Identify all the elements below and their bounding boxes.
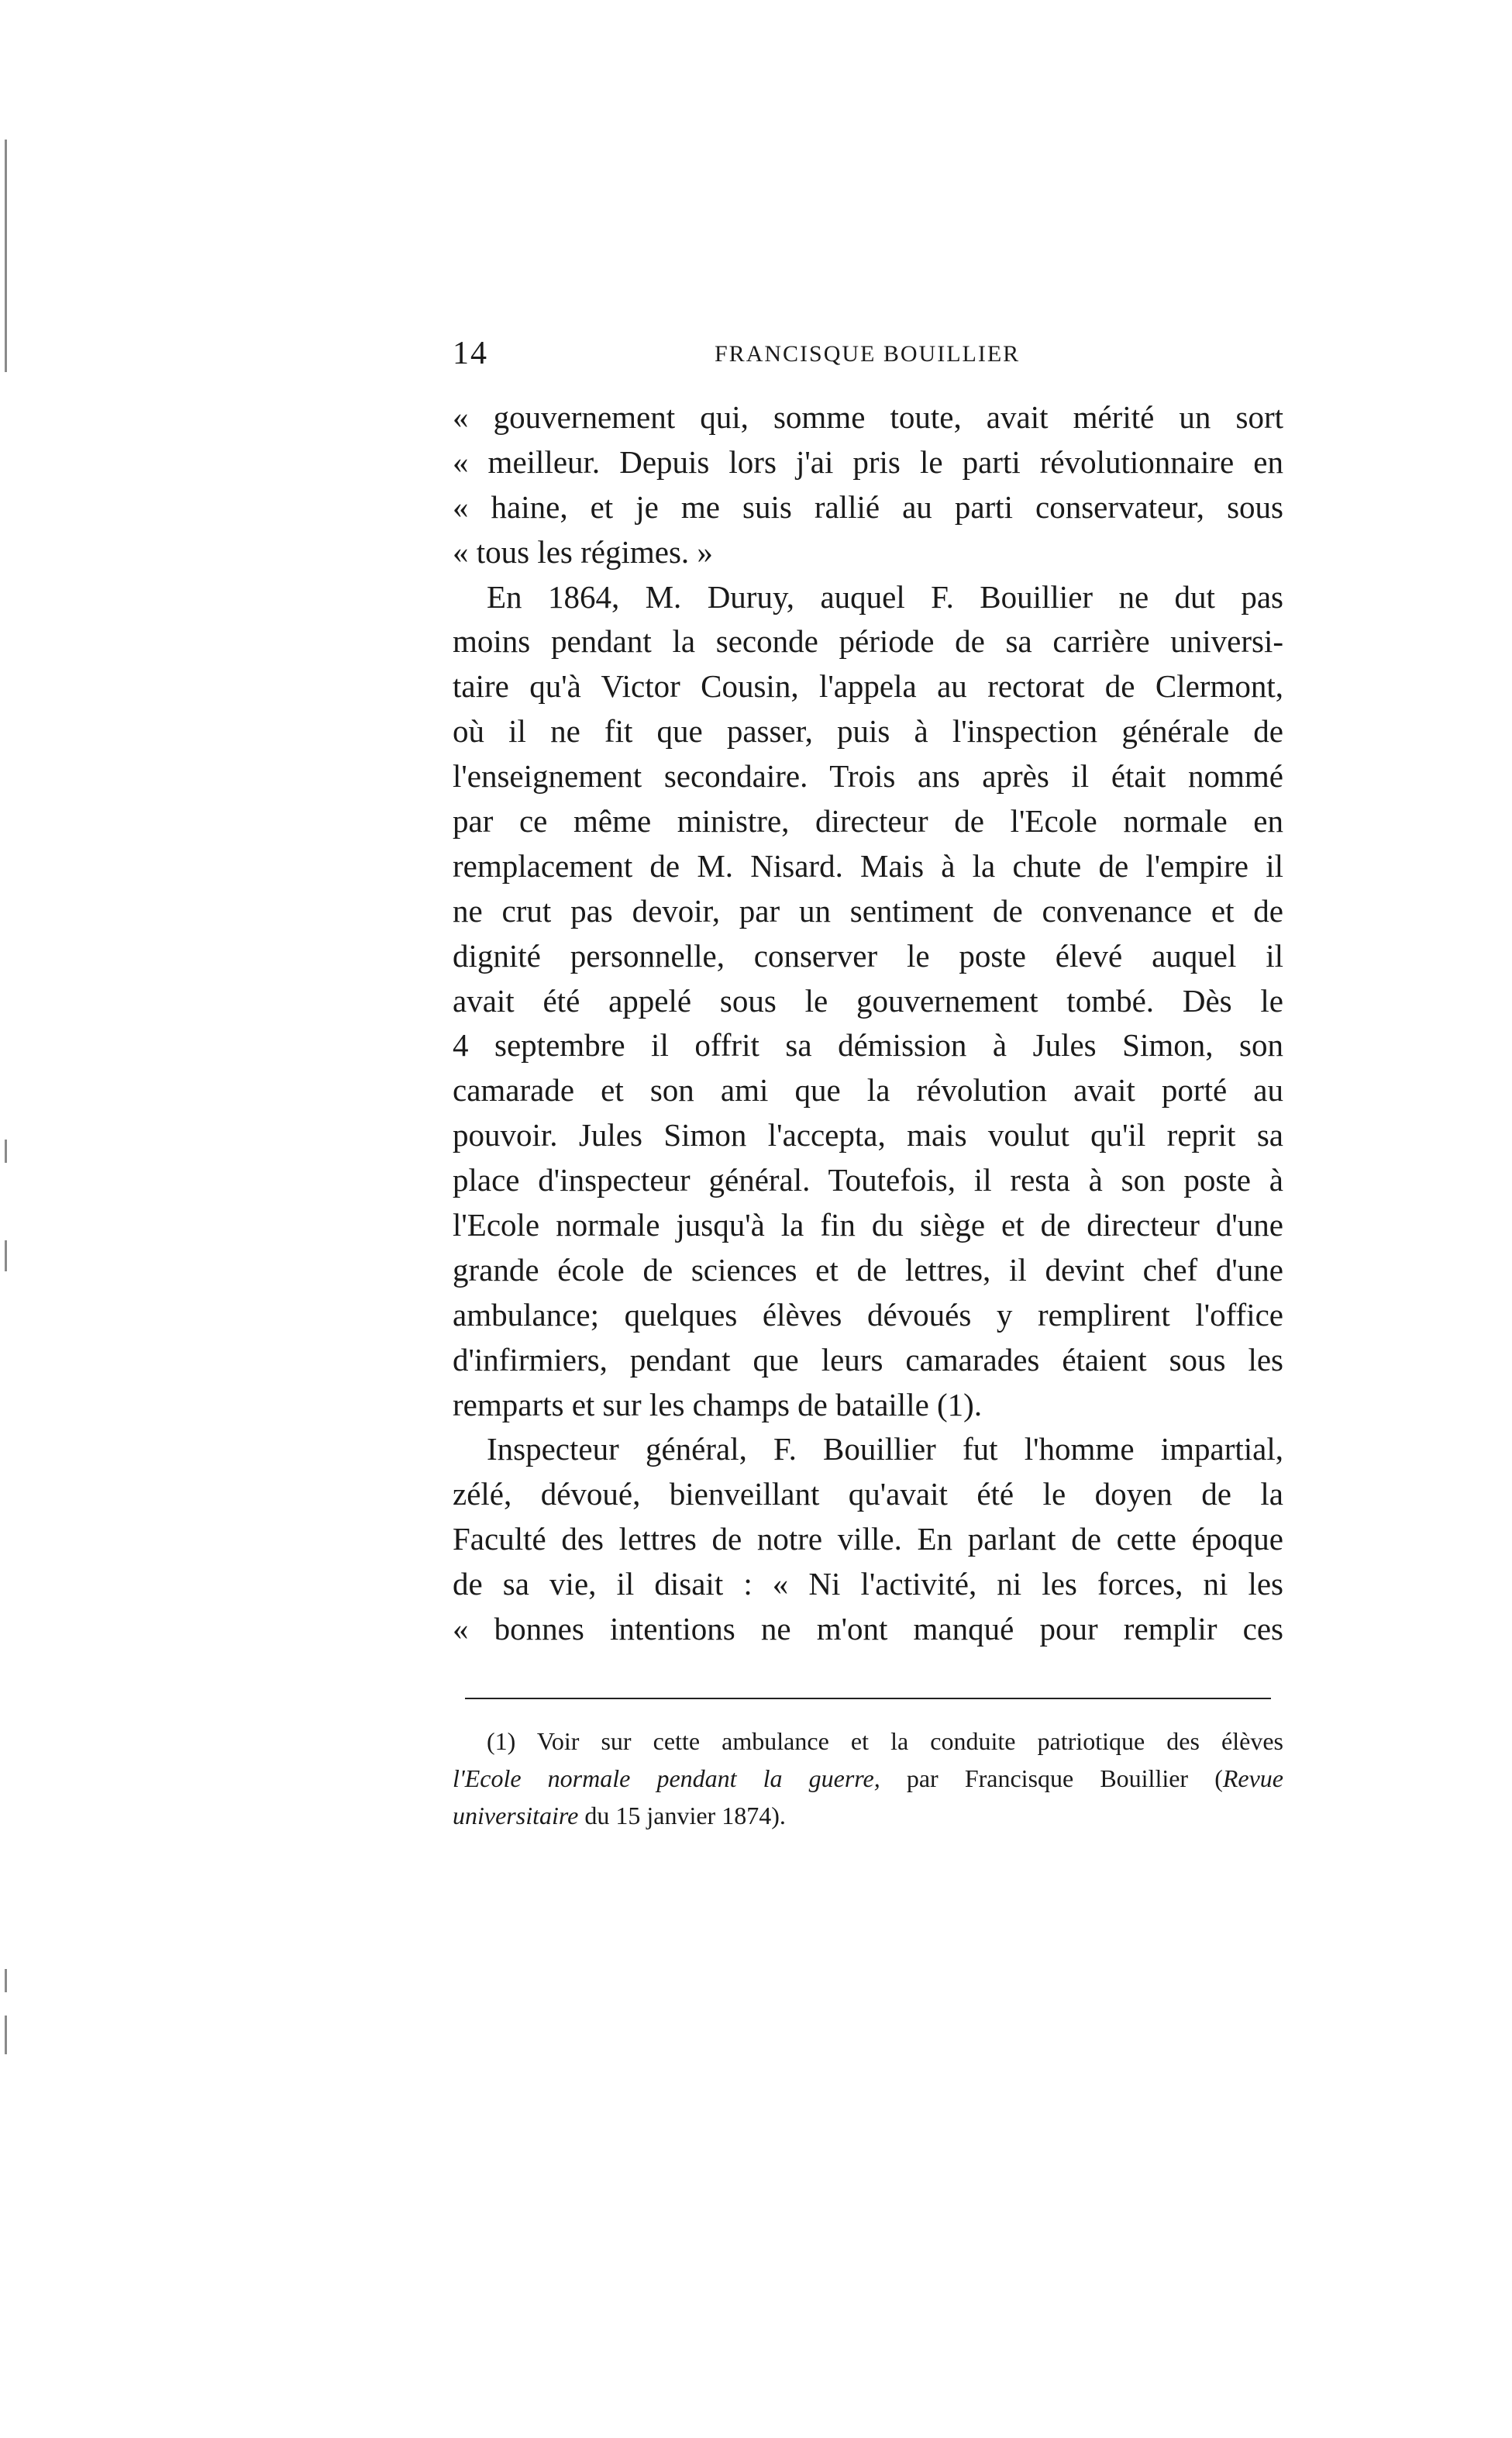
text-line: remplacement de M. Nisard. Mais à la chute de l'empire il [453,847,1283,884]
text-line: où il ne fit que passer, puis à l'inspection générale de [453,713,1283,750]
footnote-italic: l'Ecole normale pendant la guerre, [453,1764,880,1792]
footnote-italic: universitaire [453,1802,579,1829]
footnote-line: (1) Voir sur cette ambulance et la conduite patriotique des élèves [487,1727,1283,1755]
footnote-italic: Revue [1222,1764,1283,1792]
footnote-line [453,1760,1283,1797]
text-line: zélé, dévoué, bienveillant qu'avait été le doyen de la [453,1476,1283,1512]
running-title: FRANCISQUE BOUILLIER [715,341,1021,367]
page-number: 14 [453,336,488,371]
text-line: grande école de sciences et de lettres, il devint chef d'une [453,1251,1283,1288]
footnote-text: du 15 janvier 1874). [578,1802,786,1829]
text-line: « bonnes intentions ne m'ont manqué pour remplir ces [453,1611,1283,1647]
scan-edge-mark [5,140,7,372]
text-line: l'Ecole normale jusqu'à la fin du siège et de directeur d'une [453,1207,1283,1243]
text-line: « tous les régimes. » [453,533,713,570]
scan-edge-mark [5,2016,7,2054]
text-line: « gouvernement qui, somme toute, avait mérité un sort [453,399,1283,435]
text-line: moins pendant la seconde période de sa carrière universi- [453,623,1283,660]
text-line: ambulance; quelques élèves dévoués y remplirent l'office [453,1296,1283,1333]
running-head [453,335,1283,374]
footnote-text: par Francisque Bouillier ( [880,1764,1223,1792]
text-line: 4 septembre il offrit sa démission à Jules Simon, son [453,1027,1283,1064]
text-line: camarade et son ami que la révolution avait porté au [453,1072,1283,1109]
text-line: place d'inspecteur général. Toutefois, il resta à son poste à [453,1162,1283,1198]
scan-edge-mark [5,1140,7,1163]
text-line: d'infirmiers, pendant que leurs camarades étaient sous les [453,1341,1283,1378]
body-text [453,395,1283,1652]
text-line: En 1864, M. Duruy, auquel F. Bouillier ne dut pas [487,578,1283,615]
text-line: Faculté des lettres de notre ville. En parlant de cette époque [453,1521,1283,1557]
scan-edge-mark [5,1969,7,1992]
text-line: pouvoir. Jules Simon l'accepta, mais voulut qu'il reprit sa [453,1117,1283,1153]
text-line: dignité personnelle, conserver le poste élevé auquel il [453,937,1283,974]
text-line: taire qu'à Victor Cousin, l'appela au rectorat de Clermont, [453,668,1283,705]
text-line: remparts et sur les champs de bataille (1). [453,1386,983,1422]
footnote [453,1722,1283,1834]
footnote-line [453,1797,1283,1834]
scan-edge-mark [5,1240,7,1271]
text-line: par ce même ministre, directeur de l'Ecole normale en [453,803,1283,840]
text-line: l'enseignement secondaire. Trois ans après il était nommé [453,758,1283,795]
text-line: avait été appelé sous le gouvernement tombé. Dès le [453,982,1283,1019]
text-line: « meilleur. Depuis lors j'ai pris le parti révolutionnaire en [453,443,1283,480]
footnote-rule [465,1698,1271,1699]
text-line: de sa vie, il disait : « Ni l'activité, ni les forces, ni les [453,1566,1283,1602]
text-line: Inspecteur général, F. Bouillier fut l'homme impartial, [487,1431,1283,1467]
text-line: ne crut pas devoir, par un sentiment de convenance et de [453,892,1283,929]
text-line: « haine, et je me suis rallié au parti conservateur, sous [453,488,1283,525]
